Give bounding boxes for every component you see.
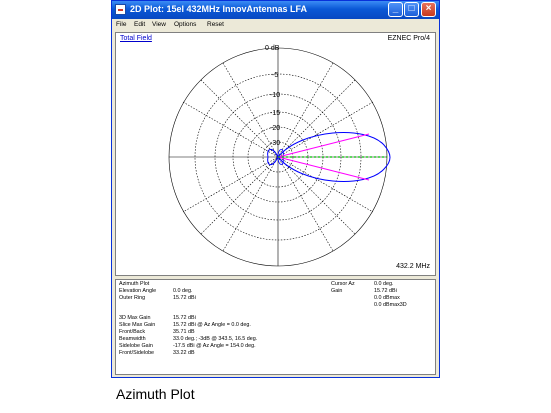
gain-value-dbmax: 0.0 dBmax [374,295,400,301]
info-panel [115,279,436,375]
beamwidth-value: 33.0 deg.; -3dB @ 343.5, 16.5 deg. [173,336,258,342]
elevation-angle-label: Elevation Angle [119,288,157,294]
ring-label-5: -5 [272,72,279,79]
polar-plot-area[interactable] [115,32,436,276]
slice-max-gain-label: Slice Max Gain [119,322,156,328]
gain-value-dbi: 15.72 dBi [374,288,397,294]
ring-label-10: -10 [270,92,281,99]
frequency-label: 432.2 MHz [396,263,430,270]
app-icon[interactable] [115,4,126,15]
elevation-angle-value: 0.0 deg. [173,288,193,294]
outer-ring-value: 15.72 dBi [173,295,196,301]
maximize-button[interactable]: □ [404,2,419,17]
cursor-az-value: 0.0 deg. [374,281,394,287]
menu-file[interactable]: File [116,21,127,28]
outer-ring-label: Outer Ring [119,295,146,301]
front-back-value: 35.71 dB [173,329,195,335]
menu-view[interactable]: View [152,21,166,28]
front-sidelobe-label: Front/Sidelobe [119,350,155,356]
total-field-link[interactable]: Total Field [120,35,152,42]
ring-label-15: -15 [270,110,281,117]
gain3d-label: 3D Max Gain [119,315,151,321]
cursor-az-label: Cursor Az [331,281,355,287]
menu-bar [112,19,439,31]
slice-max-gain-value: 15.72 dBi @ Az Angle = 0.0 deg. [173,322,251,328]
menu-options[interactable]: Options [174,21,197,28]
menu-edit[interactable]: Edit [134,21,146,28]
plot-type-label: Azimuth Plot [119,281,150,287]
gain-label: Gain [331,288,343,294]
sidelobe-gain-value: -17.5 dBi @ Az Angle = 154.0 deg. [173,343,256,349]
polar-plot [116,33,435,275]
beamwidth-label: Beamwidth [119,336,146,342]
title-bar[interactable] [112,1,439,19]
gain-value-dbmax3d: 0.0 dBmax3D [374,302,407,308]
gain3d-value: 15.72 dBi [173,315,196,321]
plot-window [111,0,440,378]
close-button[interactable]: × [421,2,436,17]
front-sidelobe-value: 33.22 dB [173,350,195,356]
sidelobe-gain-label: Sidelobe Gain [119,343,153,349]
front-back-label: Front/Back [119,329,146,335]
ring-label-20: -20 [270,125,281,132]
ring-label-30: -30 [270,140,281,147]
app-name-label: EZNEC Pro/4 [387,35,430,42]
window-title: 2D Plot: 15el 432MHz InnovAntennas LFA [130,4,308,14]
minimize-button[interactable]: _ [388,2,403,17]
ring-label-0db: 0 dB [265,45,280,52]
menu-reset[interactable]: Reset [207,21,224,28]
figure-caption: Azimuth Plot [116,386,195,402]
